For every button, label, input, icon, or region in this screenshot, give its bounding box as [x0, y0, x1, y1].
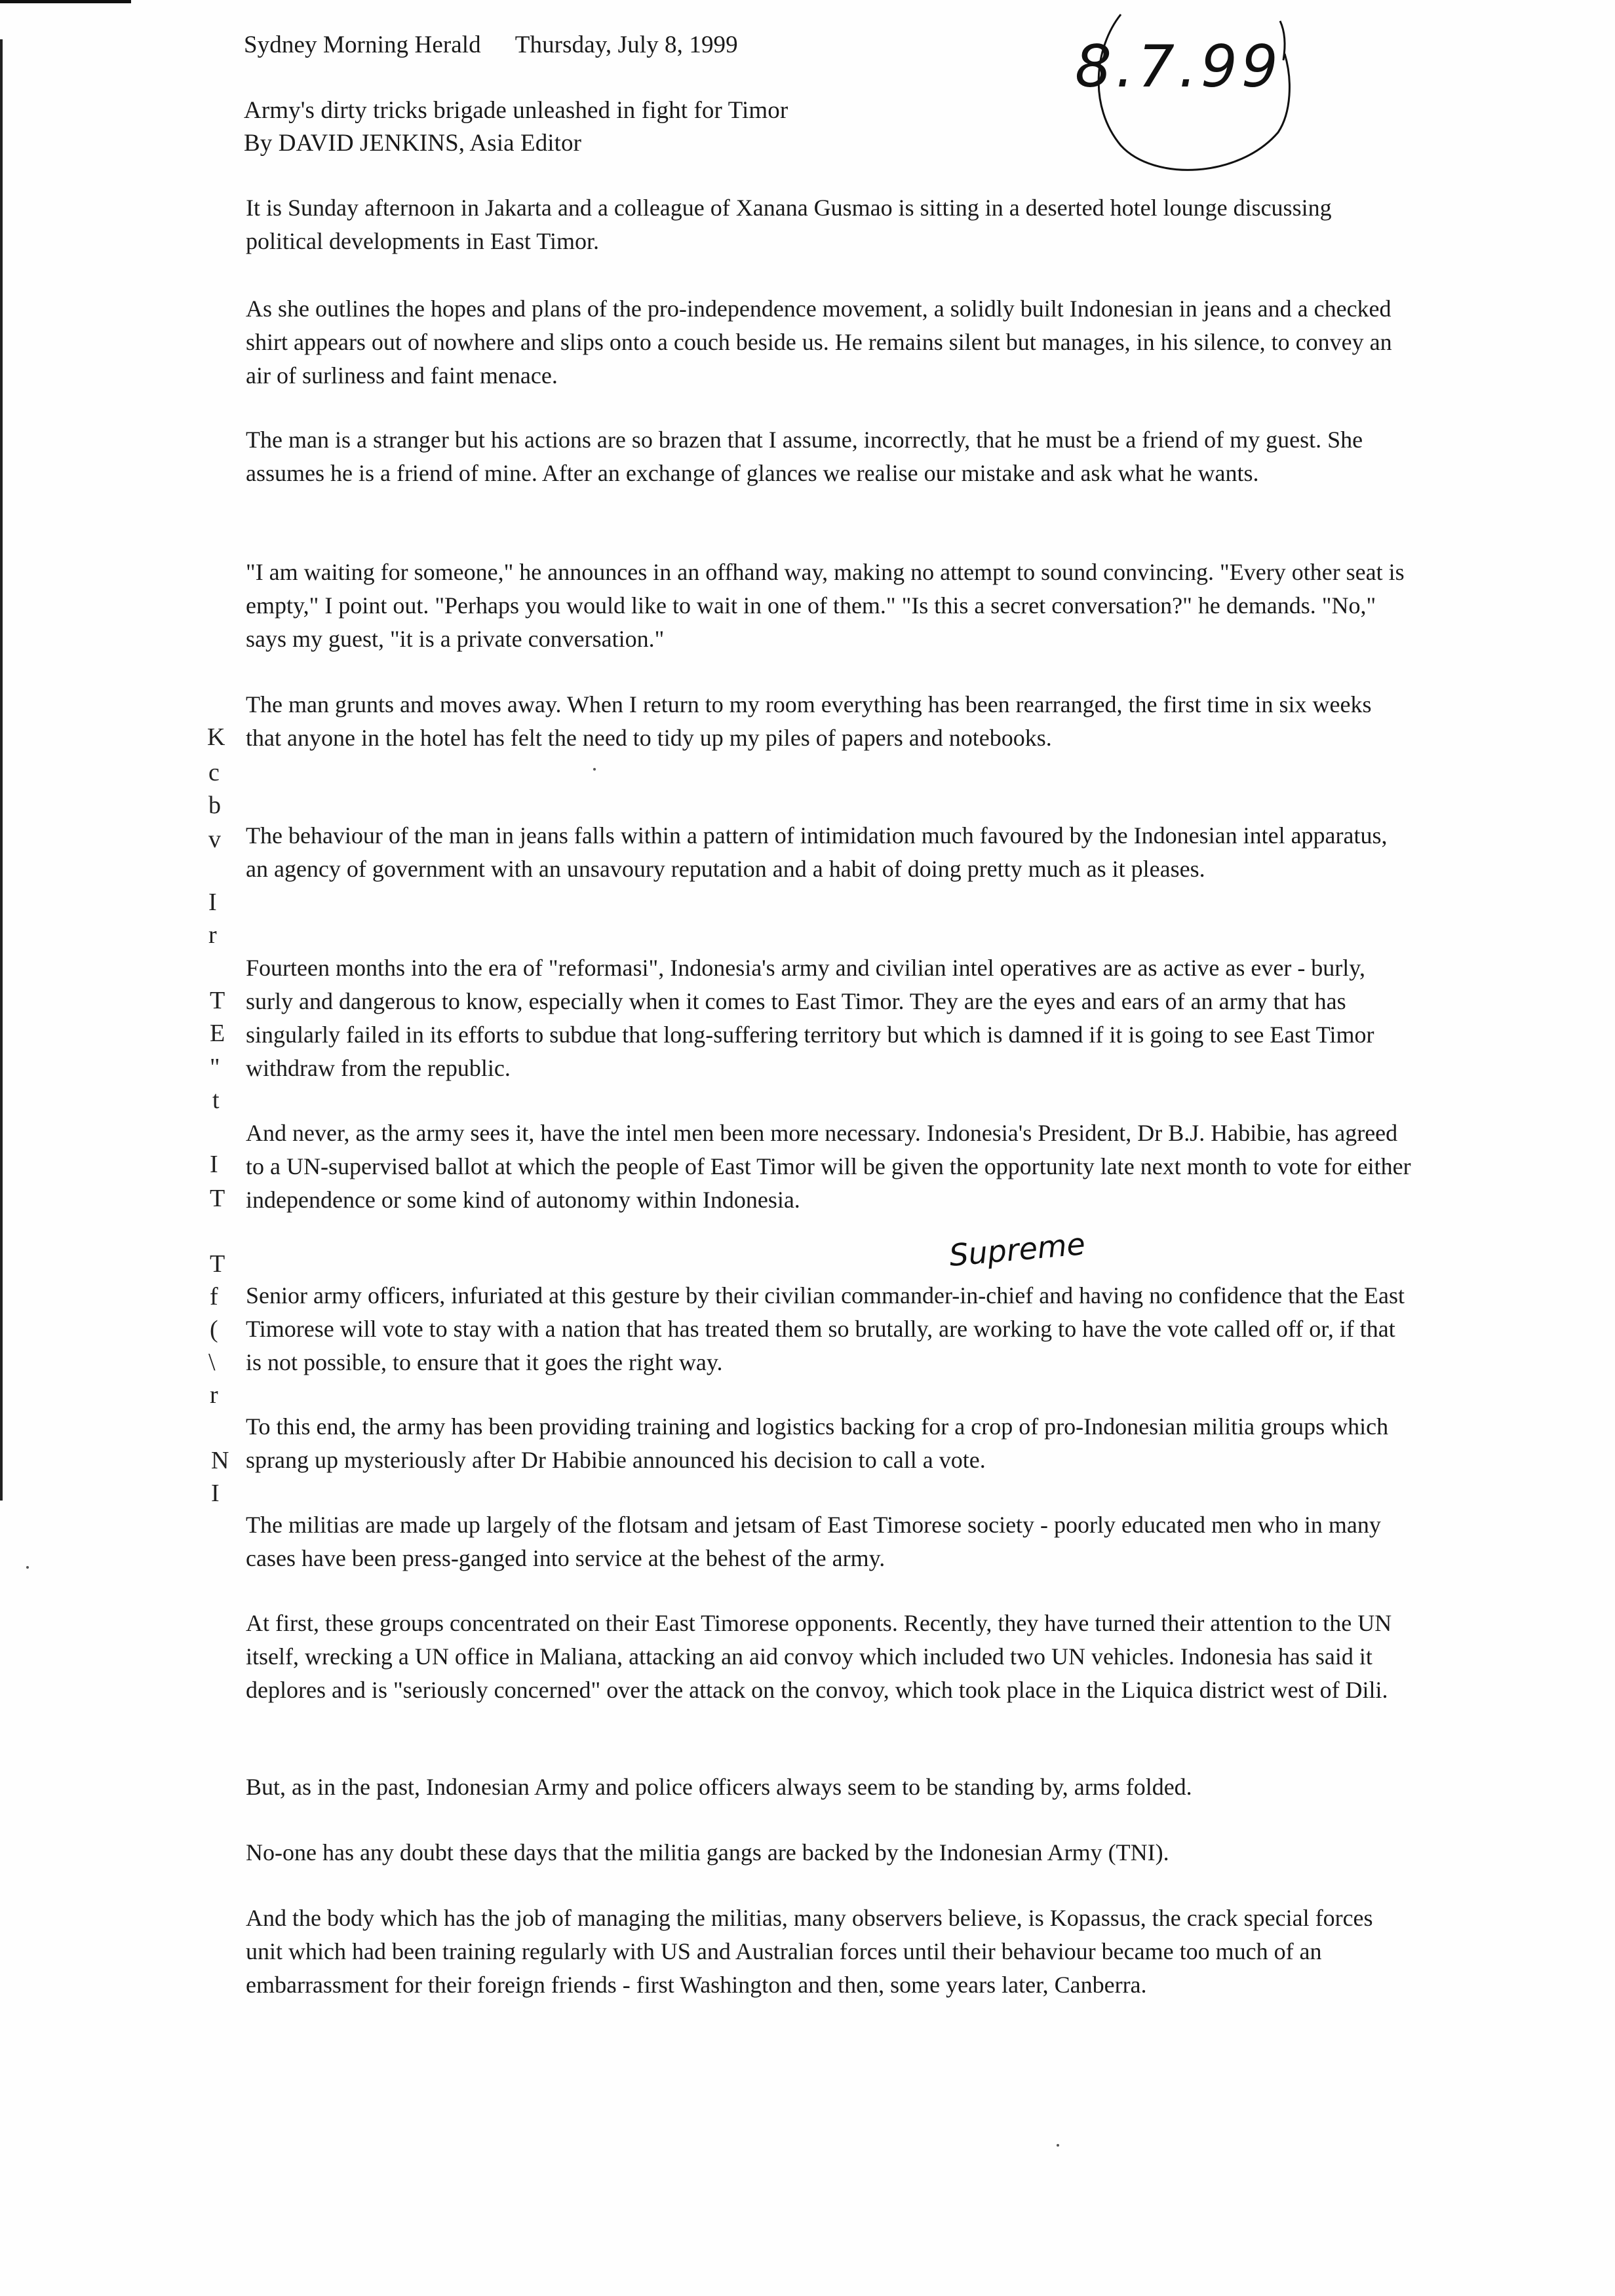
handwritten-date: 8.7.99	[1075, 33, 1282, 100]
margin-fragment: b	[208, 792, 221, 819]
paragraph-6: The behaviour of the man in jeans falls within a pattern of intimidation much favoured by the Indonesian intel apparatus, an agency of government with an unsavoury reputation and a habit of doing pretty much as it pleases.	[246, 822, 1388, 882]
masthead	[244, 33, 738, 57]
scan-speck	[1057, 2144, 1059, 2147]
margin-fragment: T	[210, 1250, 225, 1278]
handwritten-note: Supreme	[948, 1226, 1087, 1273]
publication-name: Sydney Morning Herald	[244, 31, 481, 58]
paragraph-9: Senior army officers, infuriated at this gesture by their civilian commander-in-chief and having no confidence that the East Timorese will vote to stay with a nation that has treated them so brutally, are working to have the vote called off or, if that is not possible, to ensure that it goes the right way.	[246, 1282, 1405, 1375]
margin-fragment: c	[208, 759, 220, 786]
paragraph-1: It is Sunday afternoon in Jakarta and a colleague of Xanana Gusmao is sitting in a deserted hotel lounge discussing political developments in East Timor.	[246, 195, 1332, 254]
paragraph-12: At first, these groups concentrated on their East Timorese opponents. Recently, they have turned their attention to the UN itself, wrecking a UN office in Maliana, attacking an aid convoy which included two UN vehicles. Indonesia has said it deplores and is "seriously concerned" over the attack on the convoy, which took place in the Liquica district west of Dili.	[246, 1610, 1392, 1703]
margin-fragment: T	[210, 987, 225, 1014]
paragraph-5: The man grunts and moves away. When I return to my room everything has been rearranged, the first time in six weeks that anyone in the hotel has felt the need to tidy up my piles of papers and notebooks.	[246, 691, 1372, 751]
paragraph-7: Fourteen months into the era of "reformasi", Indonesia's army and civilian intel operatives are as active as ever - burly, surly and dangerous to know, especially when it comes to East Timor. They are the eyes and ears of an army that has singularly failed in its efforts to subdue that long-suffering territory but which is damned if it is going to see East Timor withdraw from the republic.	[246, 955, 1374, 1081]
margin-fragment: r	[210, 1381, 218, 1409]
margin-fragment: I	[211, 1480, 220, 1507]
article-byline: By DAVID JENKINS, Asia Editor	[244, 130, 582, 157]
margin-fragment: K	[207, 723, 225, 751]
paragraph-4: "I am waiting for someone," he announces in an offhand way, making no attempt to sound convincing. "Every other seat is empty," I point out. "Perhaps you would like to wait in one of them." "Is this a secret conversation?" he demands. "No," says my guest, "it is a private conversation."	[246, 559, 1405, 652]
scan-speck	[26, 1566, 29, 1569]
margin-fragment: (	[210, 1316, 218, 1343]
publication-date: Thursday, July 8, 1999	[515, 31, 738, 58]
margin-fragment: E	[210, 1020, 225, 1047]
margin-fragment: I	[210, 1151, 218, 1178]
paragraph-3: The man is a stranger but his actions are so brazen that I assume, incorrectly, that he must be a friend of my guest. She assumes he is a friend of mine. After an exchange of glances we realise our mistake and ask what he wants.	[246, 427, 1363, 486]
paragraph-14: No-one has any doubt these days that the militia gangs are backed by the Indonesian Army (TNI).	[246, 1839, 1169, 1866]
paragraph-8: And never, as the army sees it, have the intel men been more necessary. Indonesia's President, Dr B.J. Habibie, has agreed to a UN-supervised ballot at which the people of East Timor will be given the opportunity late next month to vote for either independence or some kind of autonomy within Indonesia.	[246, 1120, 1411, 1213]
margin-fragment: "	[210, 1054, 220, 1081]
article-headline: Army's dirty tricks brigade unleashed in fight for Timor	[244, 97, 788, 124]
margin-fragment: r	[208, 921, 217, 949]
paragraph-13: But, as in the past, Indonesian Army and police officers always seem to be standing by, arms folded.	[246, 1774, 1192, 1800]
scan-speck	[593, 768, 596, 771]
paragraph-15: And the body which has the job of managing the militias, many observers believe, is Kopassus, the crack special forces unit which had been training regularly with US and Australian forces until their behaviour became too much of an embarrassment for their foreign friends - first Washington and then, some years later, Canberra.	[246, 1905, 1373, 1998]
margin-fragment: I	[208, 889, 217, 916]
margin-fragment: N	[211, 1447, 229, 1474]
paragraph-11: The militias are made up largely of the flotsam and jetsam of East Timorese society - poorly educated men who in many cases have been press-ganged into service at the behest of the army.	[246, 1512, 1381, 1571]
paragraph-10: To this end, the army has been providing training and logistics backing for a crop of pro-Indonesian militia groups which sprang up mysteriously after Dr Habibie announced his decision to call a vote.	[246, 1413, 1389, 1473]
margin-fragment: v	[208, 826, 221, 853]
margin-fragment: T	[210, 1185, 225, 1212]
margin-fragment: f	[210, 1283, 218, 1311]
scan-edge-rule	[0, 0, 131, 3]
margin-fragment: t	[212, 1086, 220, 1114]
scan-left-edge	[0, 39, 3, 1501]
margin-fragment: \	[208, 1349, 216, 1376]
paragraph-2: As she outlines the hopes and plans of the pro-independence movement, a solidly built Indonesian in jeans and a checked shirt appears out of nowhere and slips onto a couch beside us. He remains silent but manages, in his silence, to convey an air of surliness and faint menace.	[246, 296, 1392, 389]
